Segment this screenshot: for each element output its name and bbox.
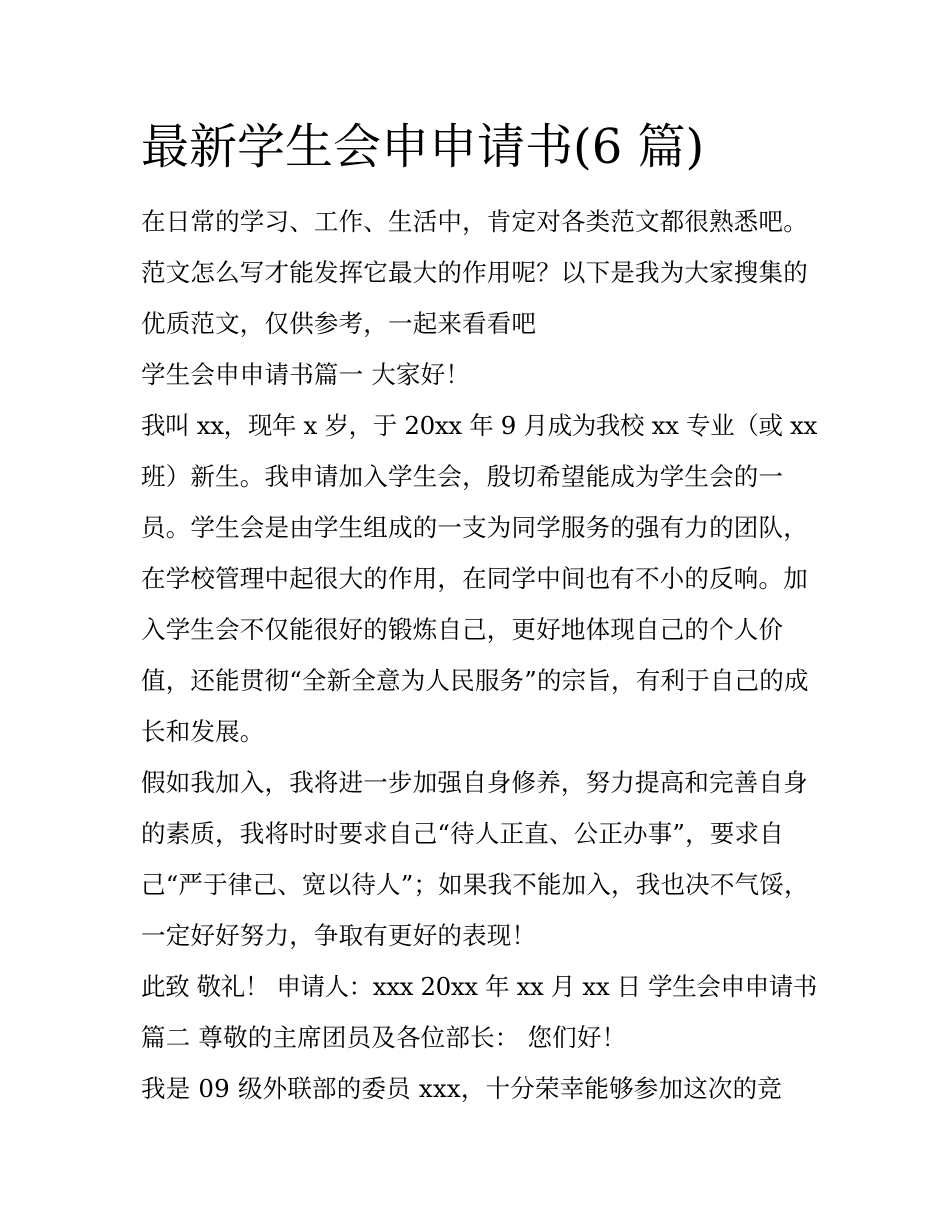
text-line: 在日常的学习、工作、生活中，肯定对各类范文都很熟悉吧。: [141, 207, 808, 236]
text-line: 我叫 xx，现年 x 岁，于 20xx 年 9 月成为我校 xx 专业（或 xx: [141, 411, 817, 440]
text-line: 篇二 尊敬的主席团员及各位部长： 您们好！: [141, 1023, 627, 1052]
text-line: 的素质，我将时时要求自己“待人正直、公正办事”，要求自: [141, 819, 784, 848]
text-line: 在学校管理中起很大的作用，在同学中间也有不小的反响。加: [141, 564, 808, 593]
text-line: 假如我加入，我将进一步加强自身修养，努力提高和完善自身: [141, 768, 808, 797]
text-line: 员。学生会是由学生组成的一支为同学服务的强有力的团队，: [141, 513, 808, 542]
text-line: 入学生会不仅能很好的锻炼自己，更好地体现自己的个人价: [141, 615, 784, 644]
text-line: 我是 09 级外联部的委员 xxx，十分荣幸能够参加这次的竞: [141, 1074, 782, 1103]
text-line: 学生会申申请书篇一 大家好！: [141, 360, 471, 389]
text-line: 值，还能贯彻“全新全意为人民服务”的宗旨，有利于自己的成: [141, 666, 809, 695]
text-line: 长和发展。: [141, 717, 265, 746]
text-line: 己“严于律己、宽以待人”；如果我不能加入，我也决不气馁，: [141, 870, 809, 899]
text-line: 一定好好努力，争取有更好的表现！: [141, 921, 537, 950]
text-line: 班）新生。我申请加入学生会，殷切希望能成为学生会的一: [141, 462, 784, 491]
document-title: 最新学生会申申请书(6 篇): [141, 119, 705, 175]
text-line: 优质范文，仅供参考，一起来看看吧: [141, 309, 537, 338]
document-body: [141, 196, 817, 1114]
text-line: 范文怎么写才能发挥它最大的作用呢？以下是我为大家搜集的: [141, 258, 808, 287]
text-line: 此致 敬礼！ 申请人：xxx 20xx 年 xx 月 xx 日 学生会申申请书: [141, 972, 817, 1001]
